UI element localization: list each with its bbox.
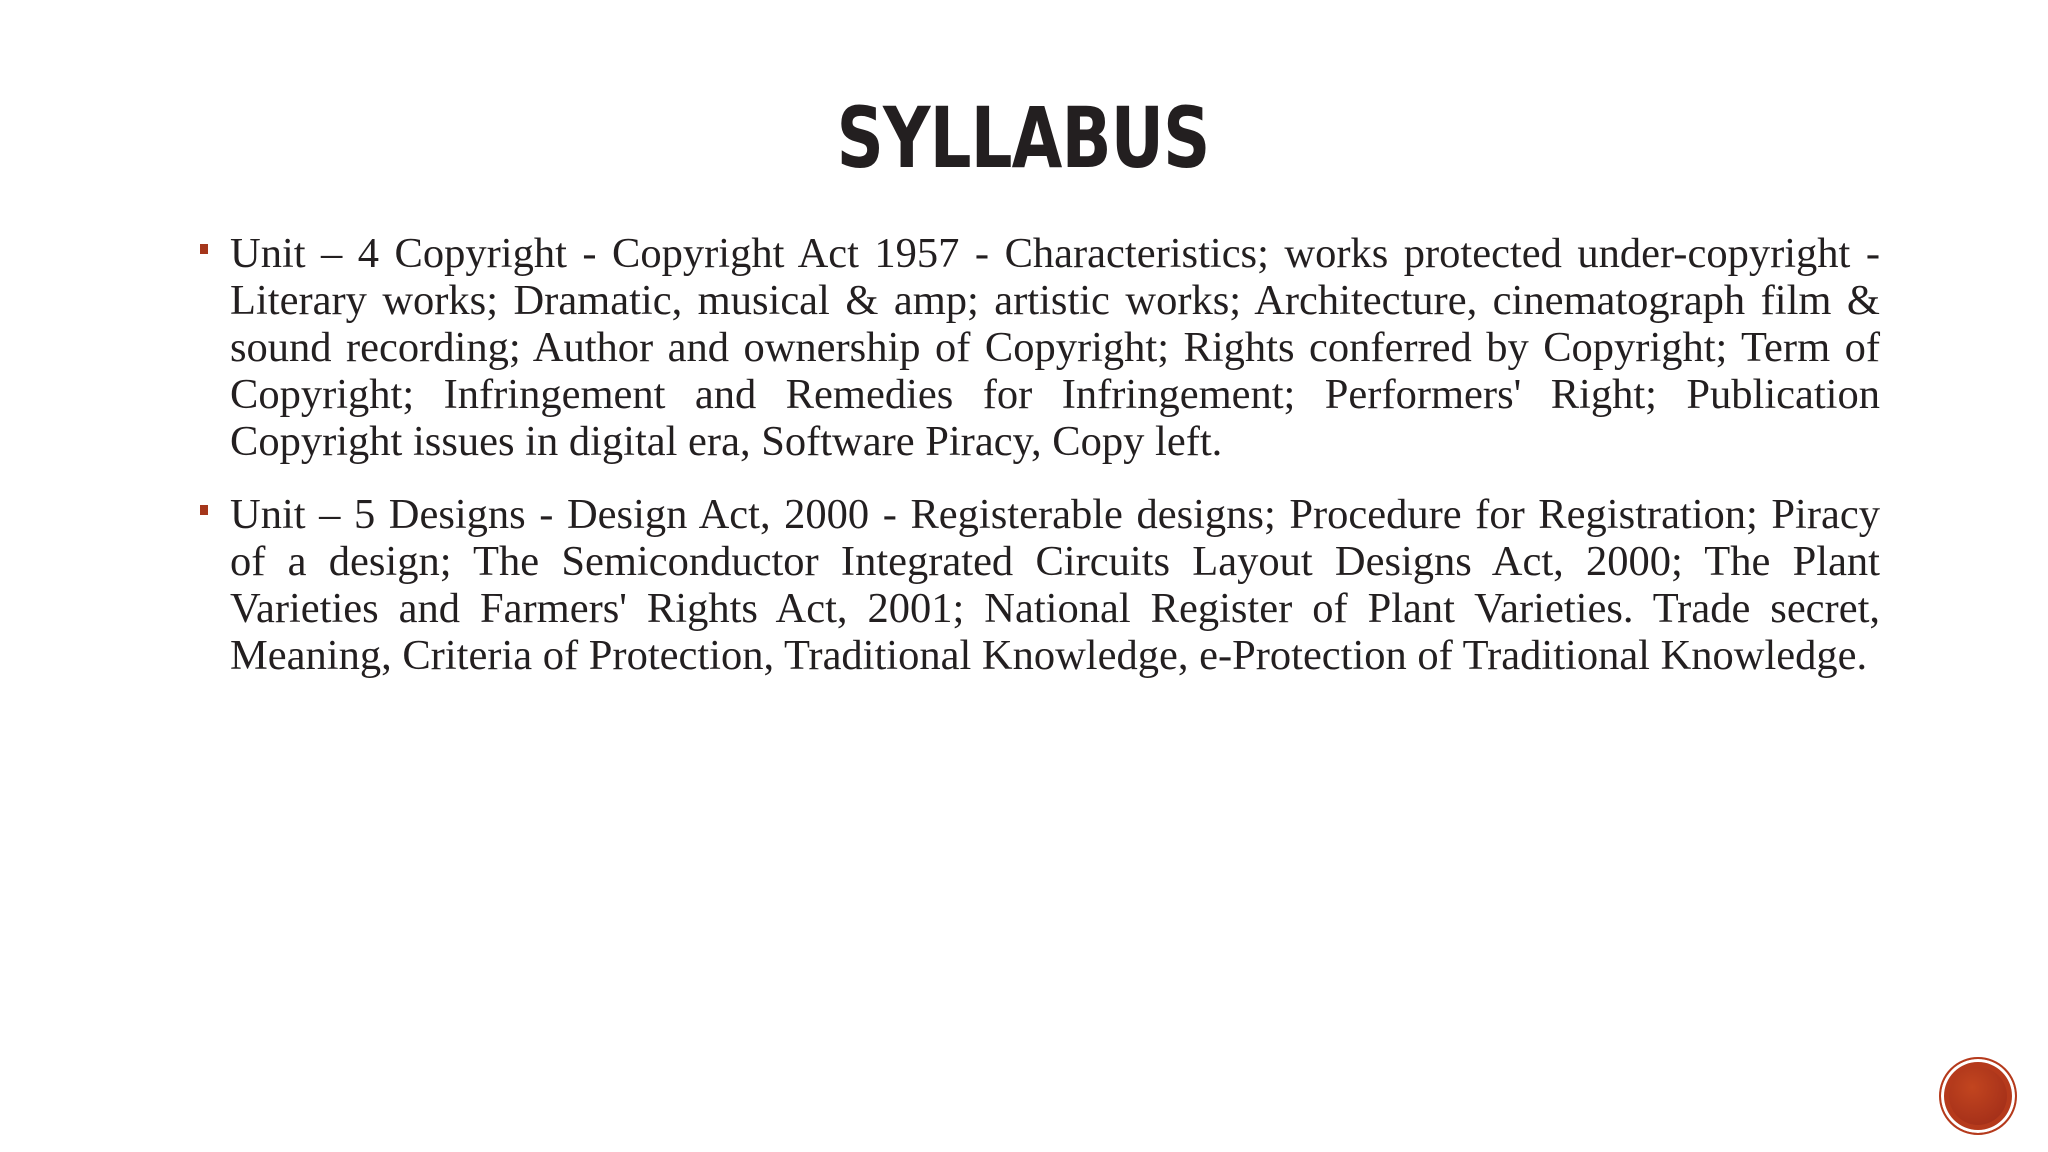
- bullet-text: Unit – 4 Copyright - Copyright Act 1957 - Characteristics; works protected under-copyright - Literary works; Dramatic, musical & amp; artistic works; Architecture, cinematograph film & sound recording; Author and ownership of Copyright; Rights conferred by Copyright; Term of Copyright; Infringement and Remedies for Infringement; Performers' Right; Publication Copyright issues in digital era, Software Piracy, Copy left.: [230, 230, 1880, 465]
- slide-nav-button[interactable]: [1939, 1057, 2017, 1135]
- bullet-marker-icon: [200, 505, 208, 515]
- bullet-item-unit-4: [200, 230, 1880, 465]
- bullet-marker-icon: [200, 244, 208, 254]
- bullet-text: Unit – 5 Designs - Design Act, 2000 - Registerable designs; Procedure for Registration; Piracy of a design; The Semiconductor Integrated Circuits Layout Designs Act, 2000; The Plant Varieties and Farmers' Rights Act, 2001; National Register of Plant Varieties. Trade secret, Meaning, Criteria of Protection, Traditional Knowledge, e-Protection of Traditional Knowledge.: [230, 491, 1880, 679]
- slide-content: [200, 230, 1880, 705]
- circle-icon: [1949, 1067, 2007, 1125]
- slide-title: SYLLABUS: [836, 89, 1210, 187]
- bullet-item-unit-5: [200, 491, 1880, 679]
